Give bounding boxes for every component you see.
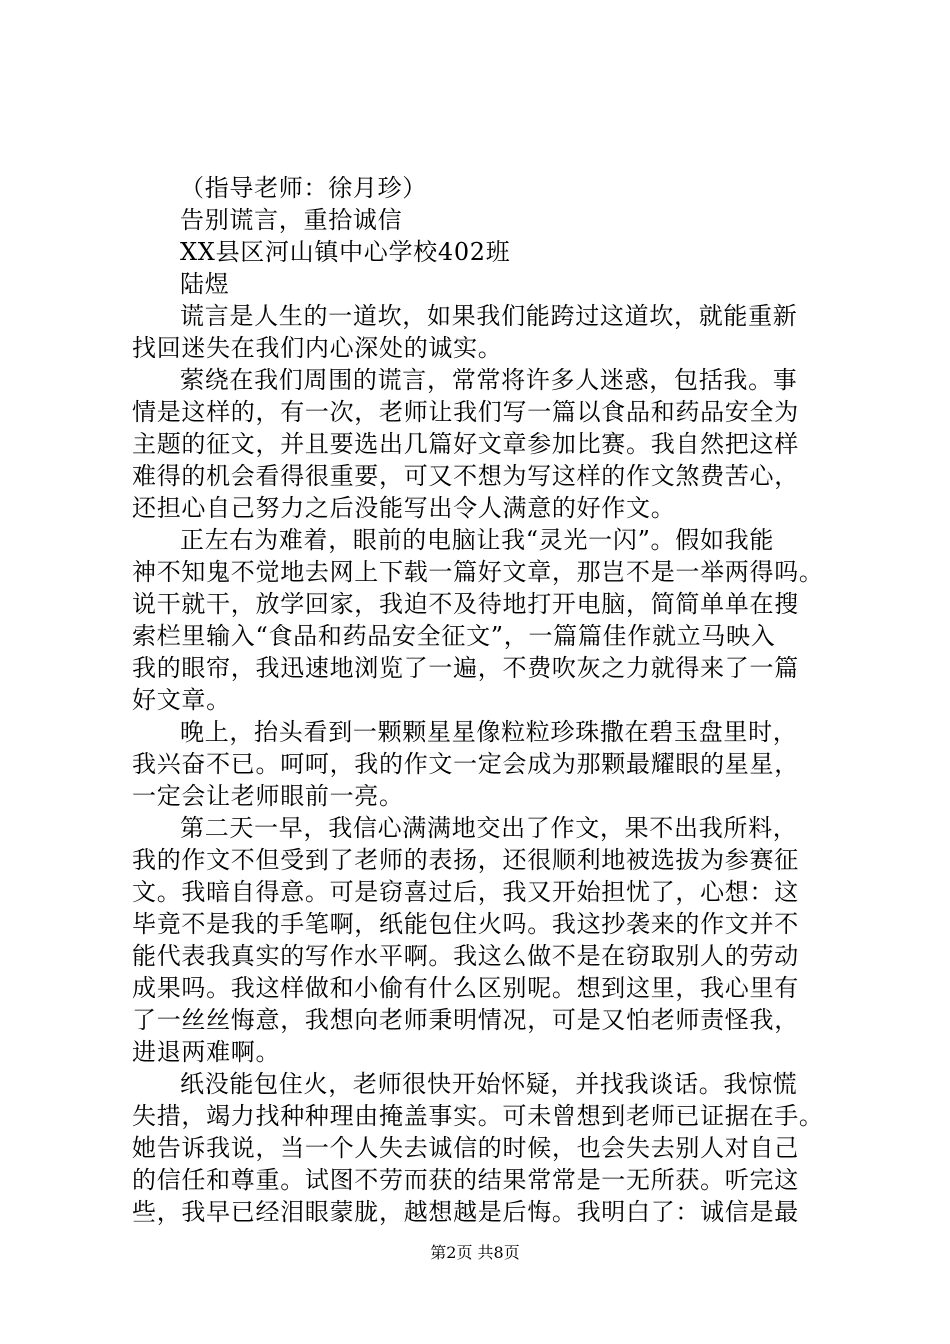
paragraph-line: 难得的机会看得很重要，可又不想为写这样的作文煞费苦心， [132, 462, 799, 490]
paragraph-line: 我的作文不但受到了老师的表扬，还很顺利地被选拔为参赛征 [132, 846, 799, 874]
paragraph [132, 364, 832, 524]
paragraph-line: 她告诉我说，当一个人失去诚信的时候，也会失去别人对自己 [132, 1134, 799, 1162]
paragraph-line: 我兴奋不已。呵呵，我的作文一定会成为那颗最耀眼的星星， [132, 750, 799, 778]
paragraph-line: 些，我早已经泪眼蒙胧，越想越是后悔。我明白了：诚信是最 [132, 1198, 799, 1226]
paragraph-line: 晚上，抬头看到一颗颗星星像粒粒珍珠撒在碧玉盘里时， [180, 718, 798, 746]
paragraph-line: 了一丝丝悔意，我想向老师秉明情况，可是又怕老师责怪我， [132, 1006, 799, 1034]
paragraph-line: 萦绕在我们周围的谎言，常常将许多人迷惑，包括我。事 [180, 366, 798, 394]
advisor-line: （指导老师：徐月珍） [180, 174, 427, 202]
paragraph-line: 毕竟不是我的手笔啊，纸能包住火吗。我这抄袭来的作文并不 [132, 910, 799, 938]
page-number: 第2页 共8页 [430, 1243, 520, 1262]
paragraph-line: 好文章。 [132, 686, 231, 714]
paragraph-line: 纸没能包住火，老师很快开始怀疑，并找我谈话。我惊慌 [180, 1070, 798, 1098]
paragraph-line: 情是这样的，有一次，老师让我们写一篇以食品和药品安全为 [132, 398, 799, 426]
paragraph-line: 主题的征文，并且要选出几篇好文章参加比赛。我自然把这样 [132, 430, 799, 458]
paragraph-line: 正左右为难着，眼前的电脑让我“灵光一闪”。假如我能 [180, 526, 775, 554]
paragraph [132, 812, 832, 1068]
paragraph-line: 失措，竭力找种种理由掩盖事实。可未曾想到老师已证据在手。 [132, 1102, 824, 1130]
paragraph [132, 716, 832, 812]
paragraph-line: 找回迷失在我们内心深处的诚实。 [132, 334, 503, 362]
paragraph-line: 进退两难啊。 [132, 1038, 281, 1066]
paragraph-line: 第二天一早，我信心满满地交出了作文，果不出我所料， [180, 814, 798, 842]
author-name: 陆煜 [180, 270, 230, 298]
paragraph-line: 索栏里输入“食品和药品安全征文”，一篇篇佳作就立马映入 [132, 622, 776, 650]
paragraph-line: 说干就干，放学回家，我迫不及待地打开电脑，简简单单在搜 [132, 590, 799, 618]
paragraph-line: 能代表我真实的写作水平啊。我这么做不是在窃取别人的劳动 [132, 942, 799, 970]
essay-title: 告别谎言，重拾诚信 [180, 206, 403, 234]
paragraph-line: 谎言是人生的一道坎，如果我们能跨过这道坎，就能重新 [180, 302, 798, 330]
paragraph-line: 的信任和尊重。试图不劳而获的结果常常是一无所获。听完这 [132, 1166, 799, 1194]
school-class-line: XX县区河山镇中心学校402班 [180, 238, 511, 266]
paragraph-line: 成果吗。我这样做和小偷有什么区别呢。想到这里，我心里有 [132, 974, 799, 1002]
paragraph-line: 我的眼帘，我迅速地浏览了一遍，不费吹灰之力就得来了一篇 [132, 654, 799, 682]
paragraph-line: 还担心自己努力之后没能写出令人满意的好作文。 [132, 494, 676, 522]
paragraph [132, 1068, 832, 1228]
document-body [132, 172, 832, 1228]
page-footer [0, 1242, 950, 1264]
paragraph [132, 300, 832, 364]
paragraph-line: 文。我暗自得意。可是窃喜过后，我又开始担忧了，心想：这 [132, 878, 799, 906]
paragraph-line: 一定会让老师眼前一亮。 [132, 782, 404, 810]
paragraph [132, 524, 832, 716]
paragraph-line: 神不知鬼不觉地去网上下载一篇好文章，那岂不是一举两得吗。 [132, 558, 824, 586]
